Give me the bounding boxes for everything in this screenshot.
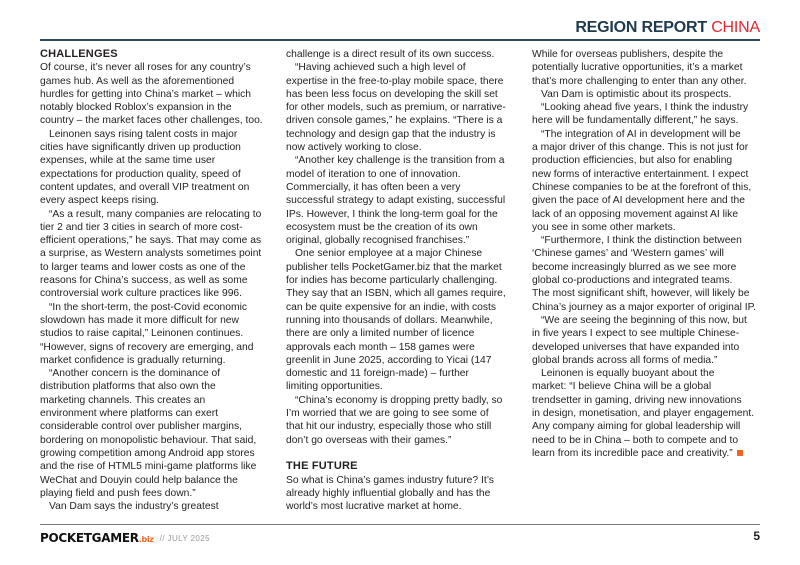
text-line: “Another concern is the dominance of (49, 368, 221, 380)
paragraph (286, 48, 526, 61)
text-line: trendsetter in gaming, driving new innovations (532, 394, 742, 406)
text-line: Of course, it’s never all roses for any country’s (40, 62, 251, 74)
text-line: need to be in China – both to compete and to (532, 434, 739, 446)
text-line: limiting opportunities. (286, 381, 383, 393)
text-line: environment where platforms can exert (40, 408, 218, 420)
text-line: WeChat and Douyin could help balance the (40, 474, 238, 486)
text-line: developed universes that have expanded into (532, 341, 740, 353)
text-line: for other models, such as premium, or narrative- (286, 102, 506, 114)
text-line: “Furthermore, I think the distinction between (541, 235, 742, 247)
text-line: Leinonen is equally buoyant about the (541, 368, 715, 380)
text-line: efficient operations,” he says. That may come as (40, 235, 262, 247)
text-line: here will be fundamentally different,” he says. (532, 115, 739, 127)
text-line: Van Dam is optimistic about its prospects. (541, 88, 732, 100)
footer-rule (40, 524, 760, 525)
text-line: can be quite expensive for an indie, with costs (286, 301, 497, 313)
text-line: cities have significantly driven up production (40, 142, 241, 154)
text-line: content updates, and overall VIP treatment on (40, 181, 250, 193)
text-line: don’t go overseas with their games.” (286, 434, 452, 446)
text-line: greenlit in June 2025, according to Yicai (147 (286, 354, 492, 366)
text-line: “In the short-term, the post-Covid economic (49, 301, 248, 313)
text-line: I’m worried that we are going to see some of (286, 408, 489, 420)
text-line: for indies has become particularly challenging. (286, 275, 498, 287)
text-line: Any company aiming for global leadership will (532, 421, 741, 433)
text-line: controversial work culture practices like 996. (40, 288, 243, 300)
text-line: “However, signs of recovery are emerging, and (40, 341, 254, 353)
text-line: learn from its incredible pace and creativity.” (532, 447, 772, 460)
text-line: “The integration of AI in development will be (541, 128, 741, 140)
text-line: in five years I expect to see multiple Chinese- (532, 328, 740, 340)
section-heading: CHALLENGES (40, 48, 118, 60)
text-line: slowdown has made it more difficult for new (40, 314, 239, 326)
header-rule (40, 39, 760, 41)
text-line: “Having achieved such a high level of (295, 62, 466, 74)
text-line: expertise in the free-to-play mobile space, there (286, 75, 504, 87)
article-column-1 (40, 48, 280, 513)
text-line: growing competition among Android app stores (40, 447, 255, 459)
text-line: approvals each month – 158 games were (286, 341, 475, 353)
text-line: given the pace of AI development here and the (532, 195, 745, 207)
text-line: So what is China’s games industry future? It’s (286, 474, 494, 486)
text-line: “China’s economy is dropping pretty badly, so (295, 394, 503, 406)
text-line: “We are seeing the beginning of this now, but (541, 314, 747, 326)
text-line: Chinese companies to be at the forefront of this, (532, 181, 752, 193)
text-line: model of iteration to one of innovation. (286, 168, 461, 180)
text-line: that hit our industry, especially those who still (286, 421, 492, 433)
text-line: production efficiencies, but also for enabling (532, 155, 733, 167)
text-line: market confidence is gradually returning. (40, 354, 226, 366)
text-line: China’s journey as a major exporter of original IP. (532, 301, 756, 313)
text-line: lack of an opposing movement against AI like (532, 208, 739, 220)
spacer (286, 447, 526, 460)
text-line: ecosystem must be the creation of its own (286, 221, 478, 233)
text-line: you see in some other markets. (532, 221, 676, 233)
paragraph (532, 234, 772, 314)
text-line: bordering on monopolistic behaviour. That said, (40, 434, 257, 446)
paragraph (286, 154, 526, 247)
paragraph (40, 500, 280, 513)
text-line: While for overseas publishers, despite the (532, 49, 724, 60)
text-line: successful strategy to adapt existing, successful (286, 195, 506, 207)
text-line: has been less focus on developing the skill set (286, 88, 498, 100)
text-line: potentially lucrative opportunities, it’s a market (532, 62, 743, 74)
text-line: marketing channels. This creates an (40, 394, 206, 406)
paragraph (532, 88, 772, 101)
text-line: playing field and push fees down.” (40, 487, 196, 499)
text-line: a surprise, as Western analysts sometimes point (40, 248, 262, 260)
text-line: expenses, while at the same time user (40, 155, 216, 167)
text-line: The most significant shift, however, will likely be (532, 288, 750, 300)
text-line: a major driver of this change. This is not just for (532, 142, 749, 154)
article-column-3 (532, 48, 772, 460)
issue-date: // JULY 2025 (159, 533, 210, 543)
text-line: already highly influential globally and has the (286, 487, 491, 499)
text-line: “Another key challenge is the transition from a (295, 155, 505, 167)
text-line: publisher tells PocketGamer.biz that the market (286, 261, 502, 273)
paragraph (532, 367, 772, 460)
paragraph (532, 101, 772, 128)
text-line: driven console games,” he explains. “There is a (286, 115, 503, 127)
text-line: market: “I believe China will be a global (532, 381, 712, 393)
text-line: that’s more challenging to enter than any other. (532, 75, 747, 87)
text-line: new forms of interactive entertainment. I expect (532, 168, 749, 180)
paragraph (40, 208, 280, 301)
logo-suffix: .biz (138, 535, 154, 544)
text-line: studios to raise capital,” Leinonen continues. (40, 328, 244, 340)
text-line: tier 2 and tier 3 cities in search of more cost- (40, 221, 243, 233)
text-line: “As a result, many companies are relocating to (49, 208, 262, 220)
paragraph (532, 48, 772, 88)
text-line: ‘Chinese games’ and ‘Western games’ will (532, 248, 724, 260)
article-column-2 (286, 48, 526, 513)
section-title: REGION REPORT (575, 19, 707, 36)
text-line: “Looking ahead five years, I think the industry (541, 102, 749, 114)
paragraph (286, 61, 526, 154)
text-line: global co-productions and integrated teams. (532, 275, 733, 287)
section-header (575, 19, 760, 37)
paragraph (286, 247, 526, 393)
text-line: They say that an ISBN, which all games require, (286, 288, 506, 300)
text-line: games hub. As well as the aforementioned (40, 75, 235, 87)
paragraph (532, 314, 772, 367)
section-heading: THE FUTURE (286, 460, 358, 473)
paragraph (40, 128, 280, 208)
paragraph (40, 301, 280, 367)
text-line: One senior employee at a major Chinese (295, 248, 483, 260)
text-line: now actively working to close. (286, 142, 422, 154)
text-line: to larger teams and lower costs as one of the (40, 261, 246, 273)
logo-text: POCKETGAMER (40, 531, 139, 545)
text-line: and the rise of HTML5 mini-game platforms like (40, 461, 257, 473)
text-line: IPs. However, I think the long-term goal for the (286, 208, 498, 220)
text-line: hurdles for getting into China’s market – which (40, 88, 252, 100)
text-line: original, globally recognised franchises.” (286, 235, 470, 247)
text-line: global brands across all forms of media.” (532, 354, 718, 366)
text-line: technology and design gap that the industry is (286, 128, 496, 140)
text-line: in design, monetisation, and player engagement. (532, 408, 755, 420)
paragraph (40, 367, 280, 500)
footer (40, 531, 210, 545)
paragraph (40, 61, 280, 127)
text-line: expectations for production quality, speed of (40, 168, 241, 180)
text-line: notably blocked Roblox’s expansion in the (40, 102, 232, 114)
paragraph (286, 394, 526, 447)
region-name: CHINA (711, 19, 760, 36)
text-line: Van Dam says the industry’s greatest (49, 501, 219, 513)
text-line: there are only a limited number of licence (286, 328, 475, 340)
text-line: running into thousands of dollars. Meanwhile, (286, 314, 493, 326)
paragraph (286, 474, 526, 514)
text-line: distribution platforms that also own the (40, 381, 216, 393)
text-line: domestic and 11 foreign-made) – further (286, 368, 469, 380)
pocketgamer-logo (40, 531, 154, 545)
text-line: world’s most lucrative market at home. (286, 501, 462, 513)
text-line: considerable control over publisher margins, (40, 421, 243, 433)
text-line: every aspect keeps rising. (40, 195, 160, 207)
text-line: country – the market faces other challenges, too. (40, 115, 263, 127)
paragraph (532, 128, 772, 234)
text-line: challenge is a direct result of its own success. (286, 49, 495, 60)
text-line: reasons for China’s success, as well as some (40, 275, 248, 287)
page-number: 5 (753, 529, 760, 543)
text-line: become increasingly blurred as we see more (532, 261, 737, 273)
text-line: Leinonen says rising talent costs in major (49, 128, 238, 140)
text-line: Commercially, it has often been a very (286, 181, 461, 193)
end-of-article-mark-icon (737, 450, 743, 456)
